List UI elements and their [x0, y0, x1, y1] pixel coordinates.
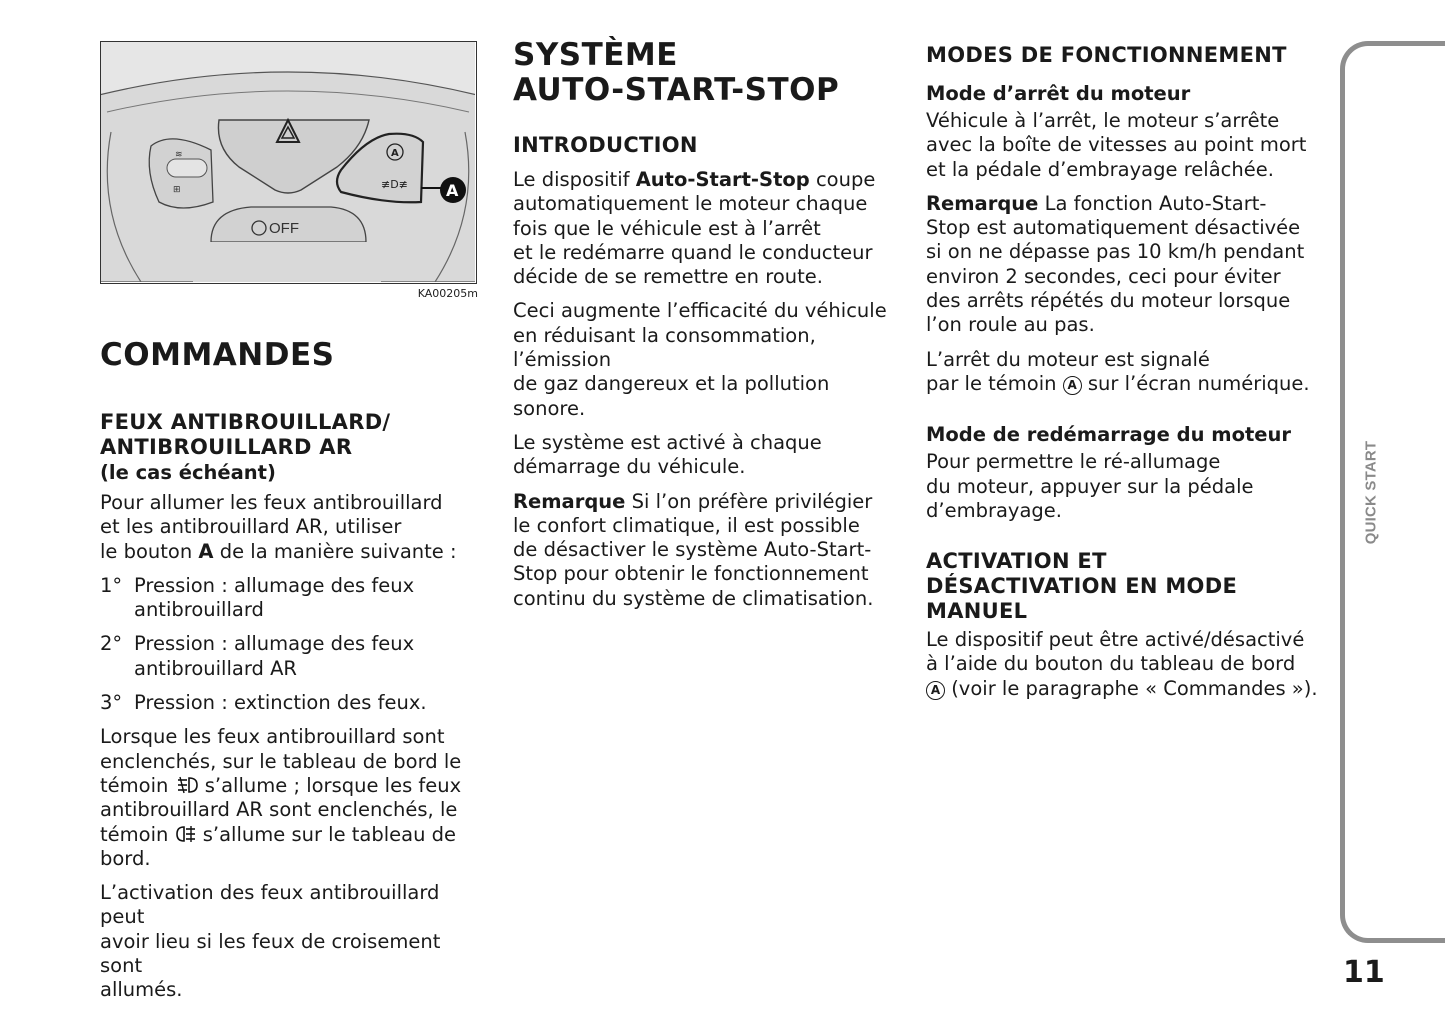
manual-paragraph: Le dispositif peut être activé/désactivé à l’aide du bouton du tableau de bord A (voir le paragraphe « Commandes »).: [926, 628, 1318, 700]
activation-paragraph: Le système est activé à chaque démarrage du véhicule.: [513, 430, 822, 479]
manual-heading-line2: DÉSACTIVATION EN MODE: [926, 574, 1238, 599]
section-heading-line2: ANTIBROUILLARD AR: [100, 435, 353, 459]
tab-label: QUICK START: [1362, 440, 1380, 545]
modes-heading: MODES DE FONCTIONNEMENT: [926, 43, 1287, 67]
svg-text:≋: ≋: [175, 150, 183, 160]
section-heading-line1: FEUX ANTIBROUILLARD/: [100, 410, 391, 434]
page-title: COMMANDES: [100, 337, 335, 373]
svg-text:A: A: [391, 148, 399, 159]
rear-fog-light-icon: [175, 824, 197, 844]
svg-text:OFF: OFF: [269, 220, 299, 237]
auto-start-stop-button-icon: A: [926, 681, 945, 700]
dashboard-controls-illustration: [100, 41, 477, 284]
list-item: 3° Pression : extinction des feux.: [100, 691, 427, 715]
indicator-paragraph: L’arrêt du moteur est signalé par le témoin A sur l’écran numérique.: [926, 347, 1310, 395]
remark-paragraph: Remarque La fonction Auto-Start- Stop est automatiquement désactivée si on ne dépasse pas 10 km/h pendant environ 2 secondes, ceci pour éviter des arrêts répétés du moteur lorsque l’on roule au pas.: [926, 191, 1305, 337]
dashboard-drawing: [101, 42, 475, 282]
remark-paragraph: Remarque Si l’on préfère privilégier le confort climatique, il est possible de désactiver le système Auto-Start- Stop pour obtenir le fonctionnement continu du système de climatisation.: [513, 489, 874, 610]
section-tab: [1340, 41, 1445, 943]
svg-text:⊞: ⊞: [173, 185, 181, 195]
restart-paragraph: Pour permettre le ré-allumage du moteur, appuyer sur la pédale d’embrayage.: [926, 450, 1254, 522]
front-fog-light-icon: [175, 775, 199, 795]
activation-paragraph: L’activation des feux antibrouillard peut avoir lieu si les feux de croisement sont allumés.: [100, 881, 441, 1002]
manual-heading-line3: MANUEL: [926, 599, 1028, 624]
fog-light-icon: ≢D≢: [381, 178, 408, 191]
engine-stop-subheading: Mode d’arrêt du moteur: [926, 82, 1191, 105]
system-title-line2: AUTO-START-STOP: [513, 72, 840, 108]
page-number: 11: [1343, 955, 1385, 990]
intro-paragraph: Le dispositif Auto-Start-Stop coupe automatiquement le moteur chaque fois que le véhicule est à l’arrêt et le redémarre quand le conducteur décide de se remettre en route.: [513, 168, 876, 289]
system-title-line1: SYSTÈME: [513, 37, 678, 73]
section-subtitle: (le cas échéant): [100, 461, 276, 484]
auto-start-stop-icon: A: [1063, 376, 1082, 395]
list-item: 2° Pression : allumage des feux antibrouillard AR: [100, 632, 415, 680]
manual-heading-line1: ACTIVATION ET: [926, 549, 1107, 574]
callout-letter: A: [446, 181, 459, 200]
intro-paragraph: Pour allumer les feux antibrouillard et les antibrouillard AR, utiliser le bouton A de la manière suivante :: [100, 491, 457, 563]
restart-subheading: Mode de redémarrage du moteur: [926, 423, 1292, 447]
efficiency-paragraph: Ceci augmente l’efficacité du véhicule en réduisant la consommation, l’émission de gaz dangereux et la pollution sonore.: [513, 299, 887, 420]
introduction-heading: INTRODUCTION: [513, 133, 698, 157]
engine-stop-paragraph: Véhicule à l’arrêt, le moteur s’arrête avec la boîte de vitesses au point mort et la pédale d’embrayage relâchée.: [926, 109, 1307, 181]
list-item: 1° Pression : allumage des feux antibrouillard: [100, 573, 415, 622]
figure-code: KA00205m: [417, 287, 478, 300]
indicator-paragraph: Lorsque les feux antibrouillard sont enclenchés, sur le tableau de bord le témoin s’allume ; lorsque les feux antibrouillard AR sont enclenchés, le témoin s’allume sur le tableau de bord.: [100, 725, 462, 870]
